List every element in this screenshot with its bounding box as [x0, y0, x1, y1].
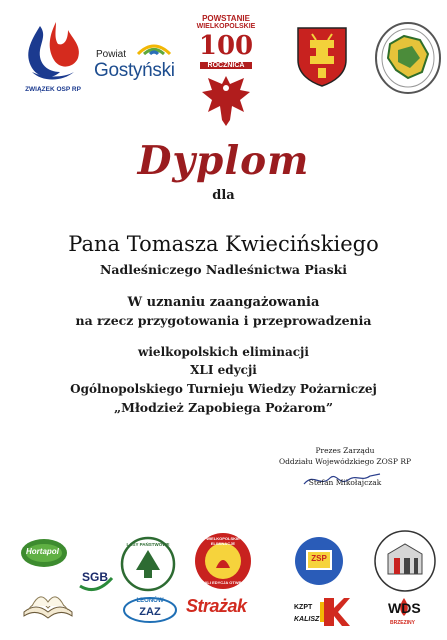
wielkopolskie-eliminacje-logo — [194, 532, 252, 590]
acknowledgement-line-1: W uznaniu zaangażowania — [127, 295, 320, 310]
zsp-label: ZSP — [311, 554, 327, 563]
zsp-logo — [294, 536, 344, 586]
event-line-3: Ogólnopolskiego Turnieju Wiedzy Pożarniczej — [70, 382, 377, 396]
diploma-title: Dyplom — [137, 138, 310, 184]
signature-title — [270, 445, 420, 467]
wds-label: WDS — [388, 600, 421, 616]
recipient-name: Pana Tomasza Kwiecińskiego — [68, 232, 379, 256]
eliminacje-label: WIELKOPOLSKIE ELIMINACJE — [206, 536, 240, 546]
acknowledgement-line-2: na rzecz przygotowania i przeprowadzenia — [75, 313, 372, 328]
brzeziny-label: BRZEZINY — [390, 620, 415, 626]
powiat-label: Powiat — [96, 49, 127, 60]
coat-of-arms-logo — [296, 26, 348, 88]
event-line-4: „Młodzież Zapobiega Pożarom” — [113, 400, 334, 415]
strazak-logo — [186, 596, 262, 620]
recipient-role: Nadleśniczego Nadleśnictwa Piaski — [99, 262, 348, 277]
gostyn-logo — [94, 40, 186, 84]
sgb-logo — [78, 562, 114, 594]
open-book-icon — [22, 582, 74, 620]
osp-logo — [18, 20, 88, 96]
sun-rays-icon — [134, 40, 174, 56]
museum-logo — [374, 530, 436, 592]
kzpt-label: KZPT — [294, 604, 313, 611]
event-line-2: XLI edycji — [190, 363, 257, 377]
powstanie-number: 100 — [198, 31, 254, 61]
coat-of-arms-icon — [296, 26, 348, 88]
powstanie-line2: WIELKOPOLSKIE — [196, 23, 256, 30]
powstanie-line1: POWSTANIE — [202, 14, 250, 23]
strazak-label: Strażak — [186, 596, 247, 616]
signature-title-line-1: Prezes Zarządu — [315, 446, 375, 455]
wds-logo — [382, 596, 430, 628]
leonow-label: LEONÓW — [136, 598, 164, 604]
kalisz-label: KALISZ — [294, 616, 320, 623]
region-map-icon — [374, 20, 442, 96]
book-logo — [22, 582, 74, 620]
hortapol-logo — [20, 538, 68, 568]
gostyn-label: Gostyński — [94, 60, 175, 81]
kzpt-logo — [294, 596, 350, 626]
diploma-for: dla — [212, 188, 235, 203]
osp-flame-icon — [18, 20, 88, 86]
region-map-logo — [374, 20, 442, 96]
hortapol-label: Hortapol — [26, 547, 59, 556]
osp-caption: ZWIĄZEK OSP RP — [25, 86, 81, 93]
event-line-1: wielkopolskich eliminacji — [138, 345, 309, 359]
lasy-panstwowe-logo — [120, 536, 176, 592]
signature-title-line-2: Oddziału Wojewódzkiego ZOSP RP — [278, 457, 412, 466]
leonow-zaz-logo — [122, 596, 178, 624]
edycja-label: XLI EDYCJA OTWP — [204, 580, 242, 585]
eagle-icon — [200, 72, 252, 128]
lasy-label: LASY PAŃSTWOWE — [126, 542, 170, 547]
powstanie-rocznica: ROCZNICA — [200, 62, 252, 69]
powstanie-logo — [190, 14, 262, 134]
zaz-label: ZAZ — [139, 606, 161, 618]
sgb-label: SGB — [82, 570, 109, 584]
museum-building-icon — [374, 530, 436, 592]
signer-name: Stefan Mikołajczak — [308, 478, 382, 487]
